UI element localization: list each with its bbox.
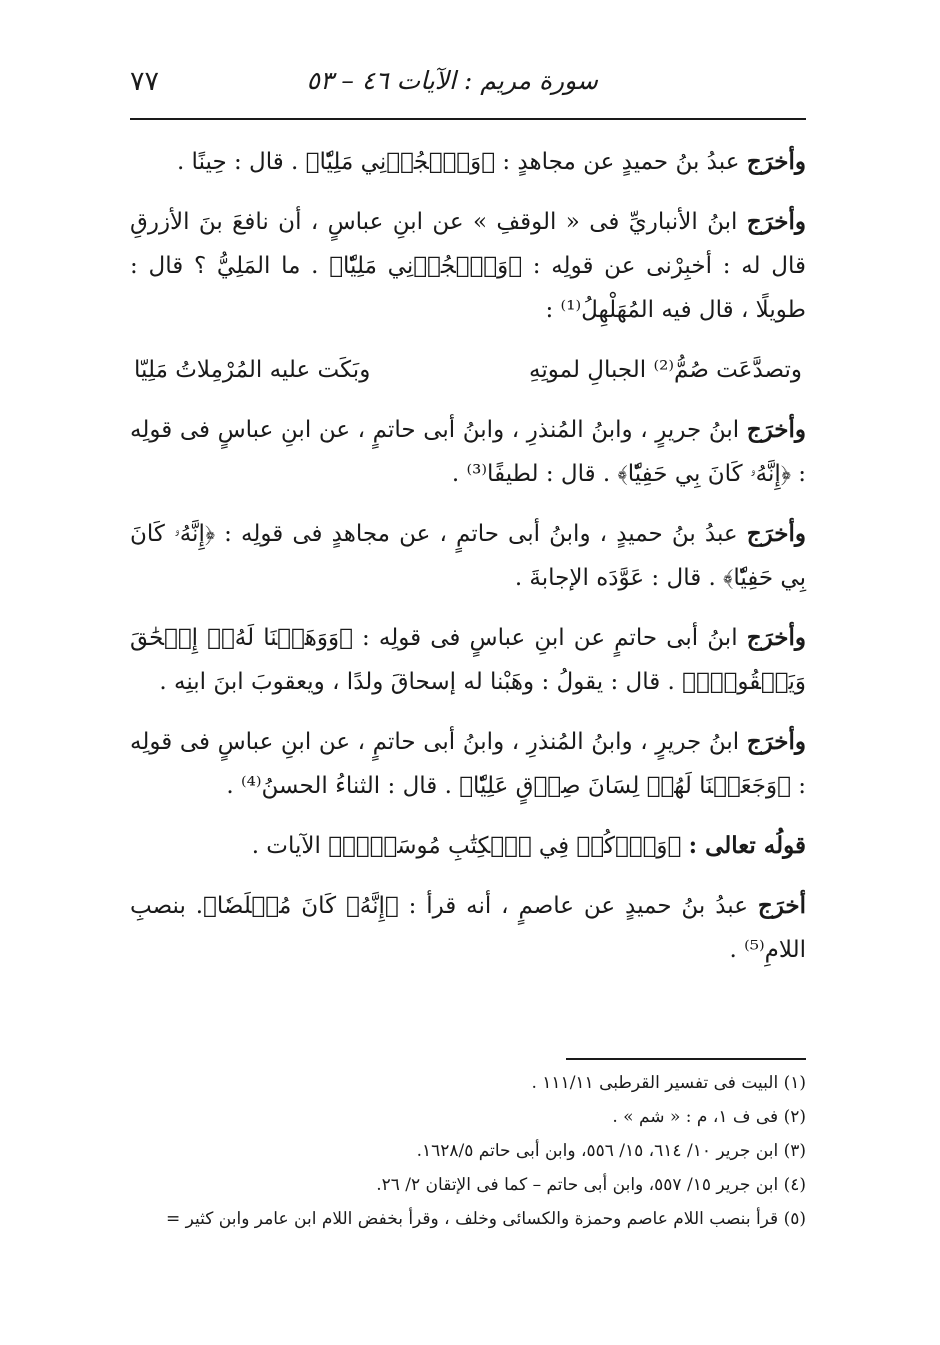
paragraph-lead: وأخرَج — [746, 520, 806, 547]
page-header — [130, 58, 806, 114]
heading-lead: قولُه تعالى : — [688, 832, 806, 859]
footnote-1: (١) البيت فى تفسير القرطبى ١١١/١١ . — [531, 1073, 806, 1093]
footnotes — [130, 1066, 806, 1236]
paragraph-1 — [130, 140, 806, 184]
paragraph-6 — [130, 720, 806, 808]
paragraph-lead: وأخرَج — [746, 728, 806, 755]
verse-first-hemistich: وتصدَّعَت صُمُّ⁽²⁾ الجبالِ لموتِهِ — [529, 357, 802, 383]
header-divider — [130, 118, 806, 120]
paragraph-lead: وأخرَج — [746, 624, 806, 651]
paragraph-lead: وأخرَج — [746, 148, 806, 175]
verse-second-hemistich: وبَكَت عليه المُرْمِلاتُ مَلِيّا — [134, 357, 371, 383]
paragraph-4 — [130, 512, 806, 600]
heading-text: ﴿وَٱذۡكُرۡ فِي ٱلۡكِتَٰبِ مُوسَىٰٓۚ﴾ الآيات . — [251, 833, 689, 859]
paragraph-text: ابنُ جريرٍ ، وابنُ المُنذرِ ، وابنُ أبى حاتمٍ ، عن ابنِ عباسٍ فى قولِه : ﴿إِنَّهُۥ كَانَ بِي حَفِيّٗا﴾ . قال : لطيفًا⁽³⁾ . — [130, 417, 806, 487]
footnote-5: (٥) قرأ بنصب اللام عاصم وحمزة والكسائى وخلف ، وقرأ بخفض اللام ابن عامر وابن كثير = — [166, 1209, 806, 1229]
paragraph-lead: أخرَج — [757, 892, 806, 919]
paragraph-text: ابنُ جريرٍ ، وابنُ المُنذرِ ، وابنُ أبى حاتمٍ ، عن ابنِ عباسٍ فى قولِه : ﴿وَجَعَلۡنَا لَهُمۡ لِسَانَ صِدۡقٍ عَلِيّٗا﴾ . قال : الثناءُ الحسنُ⁽⁴⁾ . — [130, 729, 806, 799]
poetry-verse — [130, 348, 806, 392]
footnote-4: (٤) ابن جرير ١٥/ ٥٥٧، وابن أبى حاتم – كما فى الإتقان ٢/ ٢٦. — [376, 1175, 806, 1195]
page-number: ٧٧ — [130, 66, 160, 97]
footnote-divider — [566, 1058, 806, 1060]
section-heading — [130, 824, 806, 868]
paragraph-text: عبدُ بنُ حميدٍ عن مجاهدٍ : ﴿وَٱهۡجُرۡنِي مَلِيّٗا﴾ . قال : حِينًا . — [176, 149, 747, 175]
footnote-2: (٢) فى ف ١، م : « شم » . — [612, 1107, 806, 1127]
paragraph-7 — [130, 884, 806, 972]
paragraph-2 — [130, 200, 806, 332]
paragraph-text: عبدُ بنُ حميدٍ ، وابنُ أبى حاتمٍ ، عن مجاهدٍ فى قولِه : ﴿إِنَّهُۥ كَانَ بِي حَفِيّٗا﴾ . قال : عَوَّدَه الإجابةَ . — [130, 521, 806, 591]
paragraph-3 — [130, 408, 806, 496]
paragraph-text: ابنُ أبى حاتمٍ عن ابنِ عباسٍ فى قولِه : ﴿وَوَهَبۡنَا لَهُۥٓ إِسۡحَٰقَ وَيَعۡقُوبَۖ﴾ . قال : يقولُ : وهَبْنا له إسحاقَ ولدًا ، ويعقوبَ ابنَ ابنِه . — [130, 625, 806, 695]
paragraph-lead: وأخرَج — [746, 416, 806, 443]
paragraph-lead: وأخرَج — [746, 208, 806, 235]
paragraph-text: عبدُ بنُ حميدٍ عن عاصمٍ ، أنه قرأ : ﴿إِنَّهُۥ كَانَ مُخۡلَصٗا﴾. بنصبِ اللامِ⁽⁵⁾ . — [130, 893, 806, 963]
paragraph-text: ابنُ الأنباريِّ فى « الوقفِ » عن ابنِ عباسٍ ، أن نافعَ بنَ الأزرقِ قال له : أخبِرْنى عن قولِه : ﴿وَٱهۡجُرۡنِي مَلِيّٗا﴾ . ما المَلِيُّ ؟ قال : طويلًا ، قال فيه المُهَلْهِلُ⁽¹⁾ : — [130, 209, 806, 323]
main-text — [130, 140, 806, 988]
footnote-3: (٣) ابن جرير ١٠/ ٦١٤، ١٥/ ٥٥٦، وابن أبى حاتم ١٦٢٨/٥. — [416, 1141, 806, 1161]
running-title: سورة مريم : الآيات ٤٦ – ٥٣ — [306, 66, 598, 95]
paragraph-5 — [130, 616, 806, 704]
